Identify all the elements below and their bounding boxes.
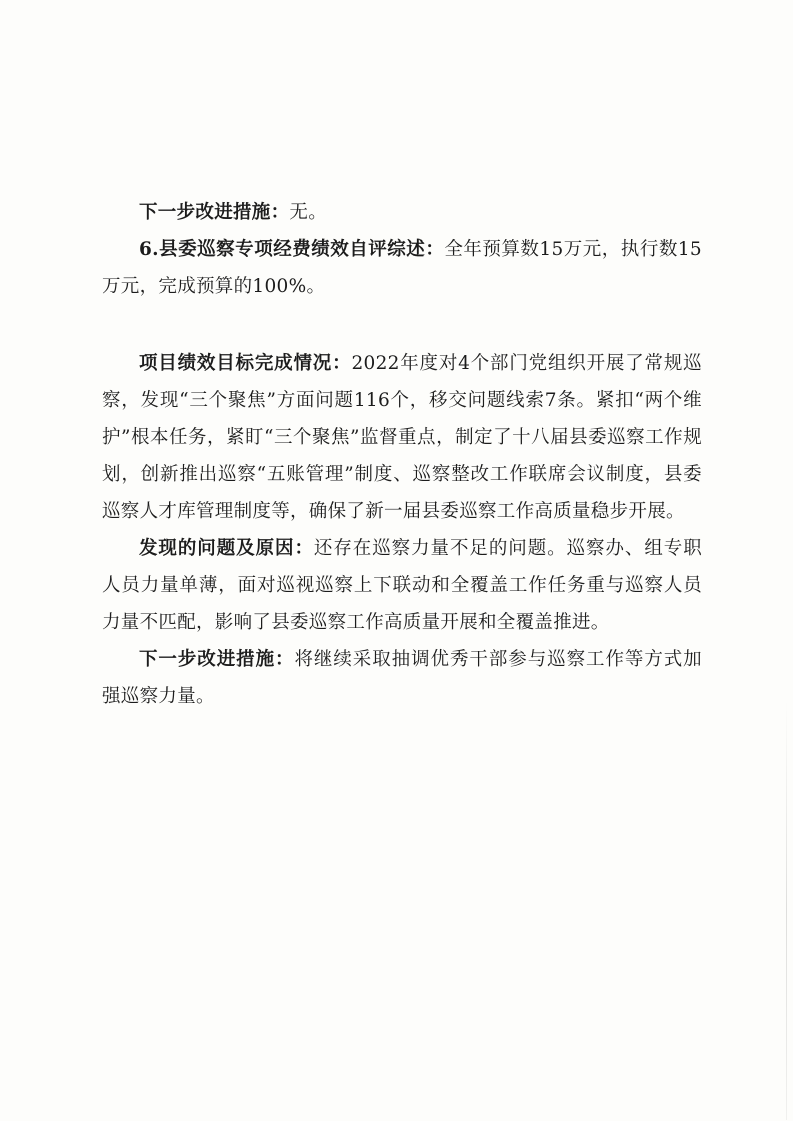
paragraph-next-step [102,641,702,715]
page-edge-shadow [786,700,787,1120]
paragraph-performance [102,345,702,530]
heading-problems: 发现的问题及原因： [139,538,314,559]
heading-performance: 项目绩效目标完成情况： [139,353,352,374]
text-prev-next-step: 无。 [289,202,328,223]
section-block-upper [102,194,702,305]
heading-prev-next-step: 下一步改进措施： [139,202,290,223]
text-problems: 还存在巡察力量不足的问题。巡察办、组专职人员力量单薄，面对巡视巡察上下联动和全覆盖工作任务重与巡察人员力量不匹配，影响了县委巡察工作高质量开展和全覆盖推进。 [102,538,702,633]
text-item6: 全年预算数15万元，执行数15万元，完成预算的100%。 [102,239,702,297]
heading-item6: 6.县委巡察专项经费绩效自评综述： [139,239,445,260]
section-block-lower [102,345,702,715]
paragraph-problems [102,530,702,641]
text-performance: 2022年度对4个部门党组织开展了常规巡察，发现“三个聚焦”方面问题116个，移交问题线索7条。紧扣“两个维护”根本任务，紧盯“三个聚焦”监督重点，制定了十八届县委巡察工作规划，创新推出巡察“五账管理”制度、巡察整改工作联席会议制度，县委巡察人才库管理制度等，确保了新一届县委巡察工作高质量稳步开展。 [102,353,702,522]
paragraph-prev-next-step [102,194,702,231]
heading-next-step: 下一步改进措施： [139,649,295,670]
text-next-step: 将继续采取抽调优秀干部参与巡察工作等方式加强巡察力量。 [102,649,702,707]
paragraph-item6 [102,231,702,305]
